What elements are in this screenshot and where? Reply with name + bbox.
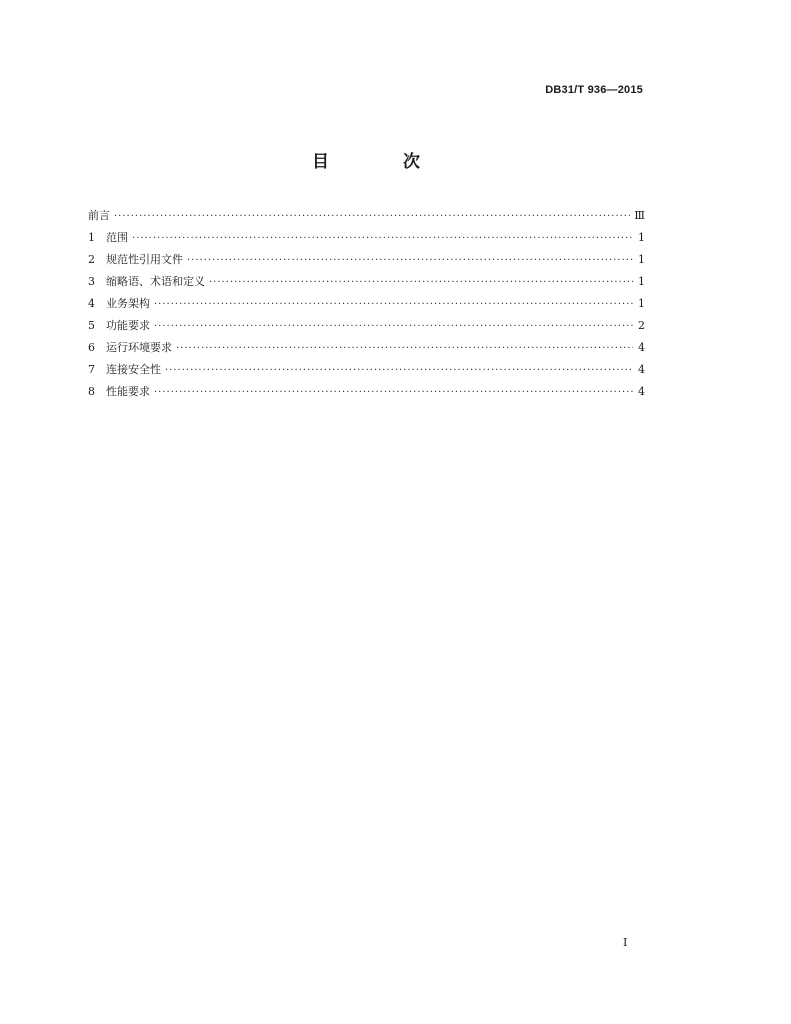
toc-entry-number: 5 [88,319,95,332]
toc-entry-page: 1 [638,231,645,244]
toc-entry-page: 1 [638,297,645,310]
toc-dot-leader [176,338,633,360]
toc-entry-label: 前言 [88,209,110,222]
toc-dot-leader [154,294,633,316]
toc-entry-number: 8 [88,385,95,398]
toc-entry-scope[interactable] [88,227,645,249]
toc-entry-foreword[interactable] [88,205,645,227]
toc-entry-operating-environment[interactable] [88,337,645,359]
toc-entry-normative-references[interactable] [88,249,645,271]
toc-entry-page: 4 [638,341,645,354]
toc-entry-number: 2 [88,253,95,266]
toc-entry-page: 4 [638,385,645,398]
toc-entry-label: 规范性引用文件 [106,253,183,266]
toc-entry-number: 7 [88,363,95,376]
toc-entry-label: 范围 [106,231,128,244]
toc-entry-label: 功能要求 [106,319,150,332]
toc-dot-leader [154,316,633,338]
toc-entry-page: Ⅲ [634,209,645,222]
document-code: DB31/T 936—2015 [545,84,643,96]
toc-dot-leader [154,382,633,404]
table-of-contents [88,205,645,403]
toc-entry-page: 4 [638,363,645,376]
toc-dot-leader [165,360,633,382]
toc-entry-number: 6 [88,341,95,354]
toc-entry-page: 1 [638,275,645,288]
toc-dot-leader [114,206,630,228]
toc-dot-leader [209,272,633,294]
toc-entry-number: 4 [88,297,95,310]
toc-entry-number: 3 [88,275,95,288]
toc-entry-business-architecture[interactable] [88,293,645,315]
toc-entry-number: 1 [88,231,95,244]
toc-entry-performance-requirements[interactable] [88,381,645,403]
toc-entry-label: 业务架构 [106,297,150,310]
toc-dot-leader [187,250,633,272]
toc-entry-page: 2 [638,319,645,332]
toc-entry-functional-requirements[interactable] [88,315,645,337]
toc-entry-page: 1 [638,253,645,266]
toc-entry-label: 性能要求 [106,385,150,398]
toc-entry-abbreviations-terms[interactable] [88,271,645,293]
toc-title: 目 次 [312,152,454,172]
toc-entry-label: 运行环境要求 [106,341,172,354]
toc-entry-label: 缩略语、术语和定义 [106,275,205,288]
toc-entry-label: 连接安全性 [106,363,161,376]
page-number: I [623,936,628,949]
toc-entry-connection-security[interactable] [88,359,645,381]
toc-dot-leader [132,228,633,250]
